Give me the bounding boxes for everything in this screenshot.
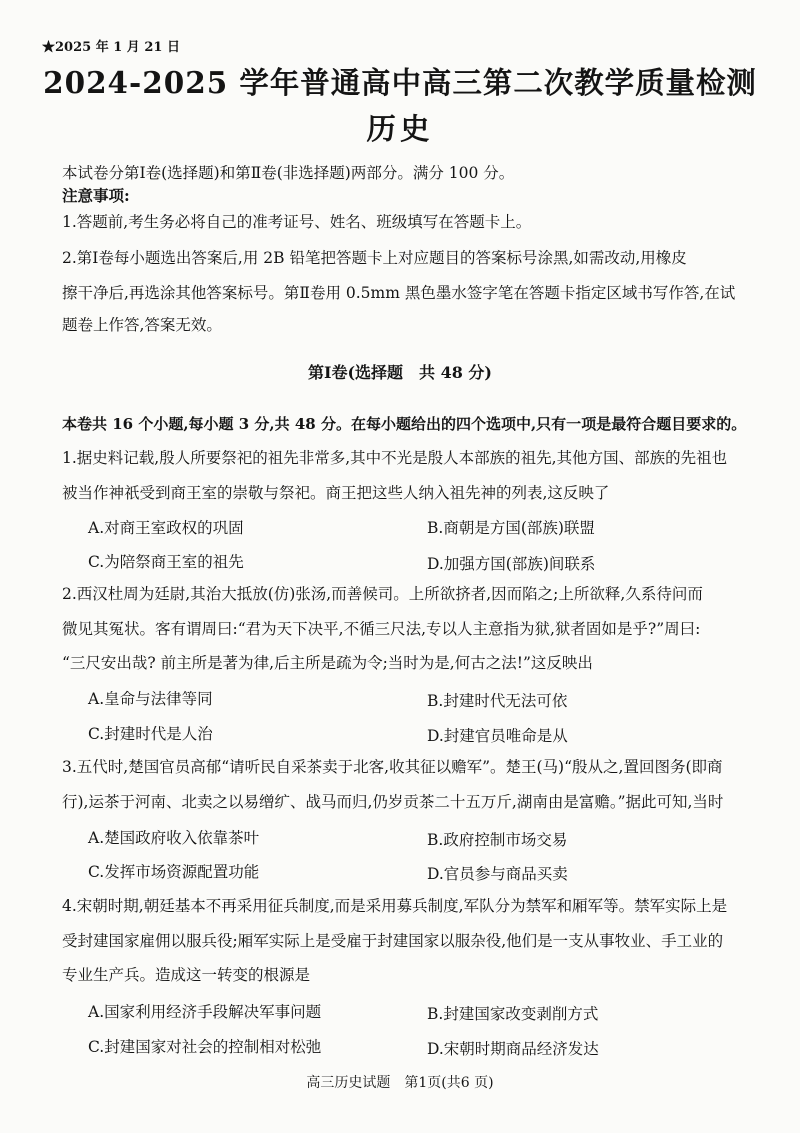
exam-subject: 历史 (366, 111, 434, 146)
question-3-option-b: B.政府控制市场交易 (427, 831, 568, 849)
question-4-option-b: B.封建国家改变剥削方式 (427, 1005, 599, 1023)
question-2-stem-line-1: 2.西汉杜周为廷尉,其治大抵放(仿)张汤,而善候司。上所欲挤者,因而陷之;上所欲释,久系待问而 (62, 585, 703, 603)
question-2-option-c: C.封建时代是人治 (88, 725, 213, 743)
question-2-stem-line-3: “三尺安出哉? 前主所是著为律,后主所是疏为令;当时为是,何古之法!”这反映出 (62, 654, 593, 672)
question-1-option-d: D.加强方国(部族)间联系 (427, 555, 596, 573)
question-1-option-c: C.为陪祭商王室的祖先 (88, 553, 244, 571)
question-4-option-c: C.封建国家对社会的控制相对松弛 (88, 1038, 322, 1056)
question-3-stem-line-2: 行),运茶于河南、北卖之以易缯纩、战马而归,仍岁贡茶二十五万斤,湖南由是富赡。”据此可知,当时 (62, 793, 724, 811)
exam-title: 2024-2025 学年普通高中高三第二次教学质量检测 (43, 65, 757, 100)
question-1-option-b: B.商朝是方国(部族)联盟 (427, 519, 595, 537)
question-3-option-a: A.楚国政府收入依靠茶叶 (88, 829, 260, 847)
notes-item-2-line-3: 题卷上作答,答案无效。 (62, 316, 222, 334)
question-4-option-a: A.国家利用经济手段解决军事问题 (88, 1003, 322, 1021)
question-2-option-a: A.皇命与法律等同 (88, 690, 213, 708)
question-2-option-d: D.封建官员唯命是从 (427, 727, 568, 745)
page-footer: 高三历史试题 第1页(共6 页) (306, 1075, 494, 1091)
question-3-option-d: D.官员参与商品买卖 (427, 865, 568, 883)
notes-item-2-line-2: 擦干净后,再选涂其他答案标号。第Ⅱ卷用 0.5mm 黑色墨水签字笔在答题卡指定区域书写作答,在试 (62, 284, 736, 302)
question-1-stem-line-2: 被当作神祇受到商王室的崇敬与祭祀。商王把这些人纳入祖先神的列表,这反映了 (62, 484, 610, 502)
notes-heading: 注意事项: (62, 186, 130, 205)
question-2-option-b: B.封建时代无法可依 (427, 692, 568, 710)
section-title: 第Ⅰ卷(选择题 共 48 分) (307, 363, 493, 382)
question-4-stem-line-1: 4.宋朝时期,朝廷基本不再采用征兵制度,而是采用募兵制度,军队分为禁军和厢军等。禁军实际上是 (62, 897, 728, 915)
question-3-stem-line-1: 3.五代时,楚国官员高郁“请听民自采茶卖于北客,收其征以赡军”。楚王(马)“殷从之,置回图务(即商 (62, 758, 723, 776)
notes-item-2-line-1: 2.第Ⅰ卷每小题选出答案后,用 2B 铅笔把答题卡上对应题目的答案标号涂黑,如需改动,用橡皮 (62, 249, 687, 267)
question-3-option-c: C.发挥市场资源配置功能 (88, 863, 260, 881)
section-instruction: 本卷共 16 个小题,每小题 3 分,共 48 分。在每小题给出的四个选项中,只有一项是最符合题目要求的。 (62, 415, 747, 433)
question-4-option-d: D.宋朝时期商品经济发达 (427, 1040, 599, 1058)
notes-item-1: 1.答题前,考生务必将自己的准考证号、姓名、班级填写在答题卡上。 (62, 213, 532, 231)
exam-date: ★2025 年 1 月 21 日 (42, 40, 180, 55)
question-1-stem-line-1: 1.据史料记载,殷人所要祭祀的祖先非常多,其中不光是殷人本部族的祖先,其他方国、部族的先祖也 (62, 449, 728, 467)
question-4-stem-line-2: 受封建国家雇佣以服兵役;厢军实际上是受雇于封建国家以服杂役,他们是一支从事牧业、手工业的 (62, 932, 724, 950)
question-1-option-a: A.对商王室政权的巩固 (88, 519, 244, 537)
exam-intro: 本试卷分第Ⅰ卷(选择题)和第Ⅱ卷(非选择题)两部分。满分 100 分。 (62, 164, 515, 182)
question-4-stem-line-3: 专业生产兵。造成这一转变的根源是 (62, 966, 311, 984)
question-2-stem-line-2: 微见其冤状。客有谓周曰:“君为天下决平,不循三尺法,专以人主意指为狱,狱者固如是乎?”周曰: (62, 620, 701, 638)
